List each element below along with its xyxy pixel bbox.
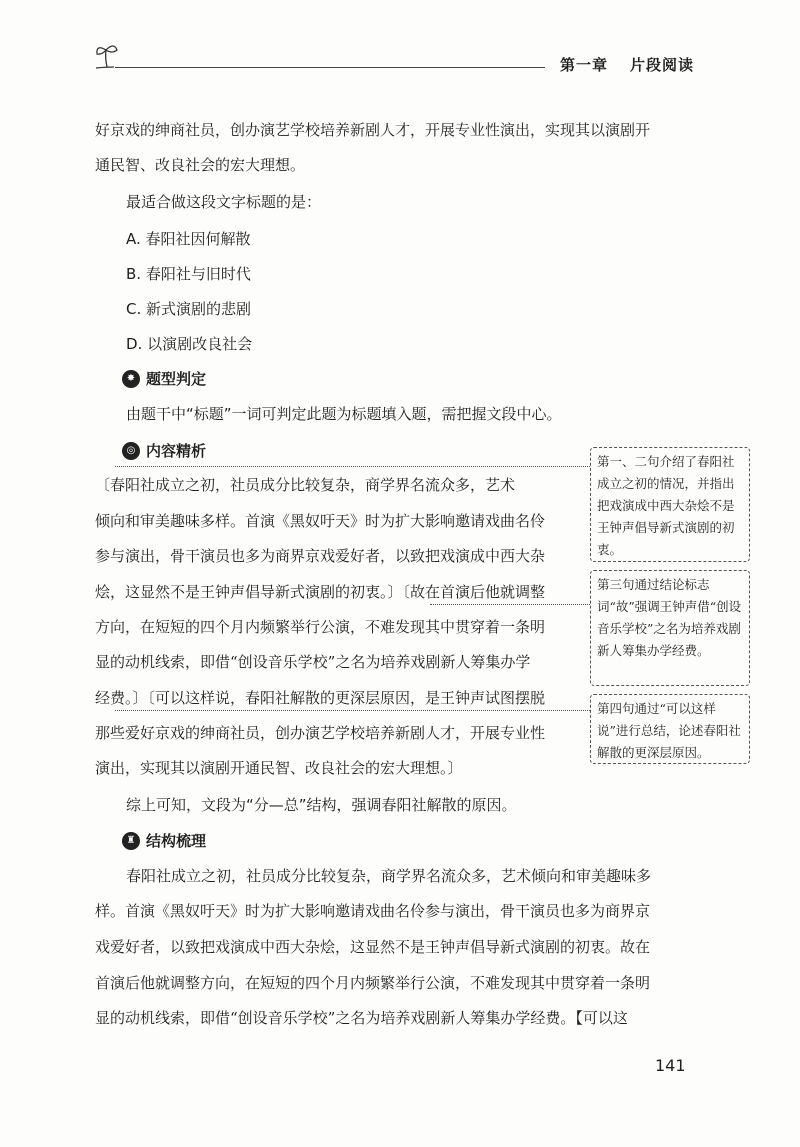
- dotted-connector: [430, 604, 590, 605]
- analysis-line: 那些爱好京戏的绅商社员，创办演艺学校培养新剧人才，开展专业性: [95, 724, 546, 742]
- section-title: 题型判定: [146, 370, 207, 388]
- intro-line: 好京戏的绅商社员，创办演艺学校培养新剧人才，开展专业性演出，实现其以演剧开: [95, 121, 651, 139]
- option-d: D. 以演剧改良社会: [126, 335, 253, 353]
- page-number: 141: [655, 1056, 686, 1075]
- analysis-line: 烩，这显然不是王钟声倡导新式演剧的初衷。〕〔故在首演后他就调整: [95, 583, 546, 601]
- side-note-2: 第三句通过结论标志词“故”强调王钟声借“创设音乐学校”之名为培养戏剧新人筹集办学经费。: [590, 570, 750, 686]
- target-icon: ◎: [122, 442, 140, 460]
- structure-line: 首演后他就调整方向，在短短的四个月内频繁举行公演，不难发现其中贯穿着一条明: [95, 974, 651, 992]
- dotted-connector: [115, 710, 590, 711]
- analysis-line: 方向，在短短的四个月内频繁举行公演，不难发现其中贯穿着一条明: [95, 618, 546, 636]
- section-title: 结构梳理: [146, 832, 207, 850]
- analysis-summary: 综上可知，文段为“分—总”结构，强调春阳社解散的原因。: [126, 796, 517, 814]
- side-note-3: 第四句通过“可以这样说”进行总结，论述春阳社解散的更深层原因。: [590, 694, 750, 764]
- structure-line: 样。首演《黑奴吁天》时为扩大影响邀请戏曲名伶参与演出，骨干演员也多为商界京: [95, 902, 651, 920]
- analysis-line: 演出，实现其以演剧开通民智、改良社会的宏大理想。〕: [95, 759, 463, 777]
- structure-icon: ♜: [122, 832, 140, 850]
- section-title: 内容精析: [146, 442, 207, 460]
- analysis-line: 倾向和审美趣味多样。首演《黑奴吁天》时为扩大影响邀请戏曲名伶: [95, 512, 546, 530]
- analysis-line: 显的动机线索，即借“创设音乐学校”之名为培养戏剧新人筹集办学: [95, 653, 531, 671]
- section-heading-structure: [122, 830, 206, 851]
- structure-line: 春阳社成立之初，社员成分比较复杂，商学界名流众多，艺术倾向和审美趣味多: [126, 867, 652, 885]
- question-text: 最适合做这段文字标题的是：: [126, 193, 322, 211]
- header-rule: [115, 67, 545, 68]
- section-heading-type: [122, 368, 206, 389]
- gear-icon: ✸: [122, 370, 140, 388]
- running-header: [560, 54, 694, 75]
- analysis-line: 经费。〕〔可以这样说，春阳社解散的更深层原因，是王钟声试图摆脱: [95, 689, 546, 707]
- side-note-1: 第一、二句介绍了春阳社成立之初的情况，并指出把戏演成中西大杂烩不是王钟声倡导新式演剧的初衷。: [590, 447, 750, 562]
- option-c: C. 新式演剧的悲剧: [126, 300, 252, 318]
- section-label: 片段阅读: [630, 56, 695, 74]
- intro-line: 通民智、改良社会的宏大理想。: [95, 156, 306, 174]
- section-heading-analysis: [122, 440, 206, 461]
- option-a: A. 春阳社因何解散: [126, 230, 251, 248]
- option-b: B. 春阳社与旧时代: [126, 265, 251, 283]
- section-type-text: 由题干中“标题”一词可判定此题为标题填入题，需把握文段中心。: [126, 405, 562, 423]
- analysis-line: 〔春阳社成立之初，社员成分比较复杂，商学界名流众多，艺术: [95, 476, 516, 494]
- analysis-line: 参与演出，骨干演员也多为商界京戏爱好者，以致把戏演成中西大杂: [95, 547, 546, 565]
- structure-line: 显的动机线索，即借“创设音乐学校”之名为培养戏剧新人筹集办学经费。【可以这: [95, 1009, 628, 1027]
- dotted-connector: [115, 466, 590, 467]
- chapter-label: 第一章: [560, 56, 609, 74]
- structure-line: 戏爱好者，以致把戏演成中西大杂烩，这显然不是王钟声倡导新式演剧的初衷。故在: [95, 938, 651, 956]
